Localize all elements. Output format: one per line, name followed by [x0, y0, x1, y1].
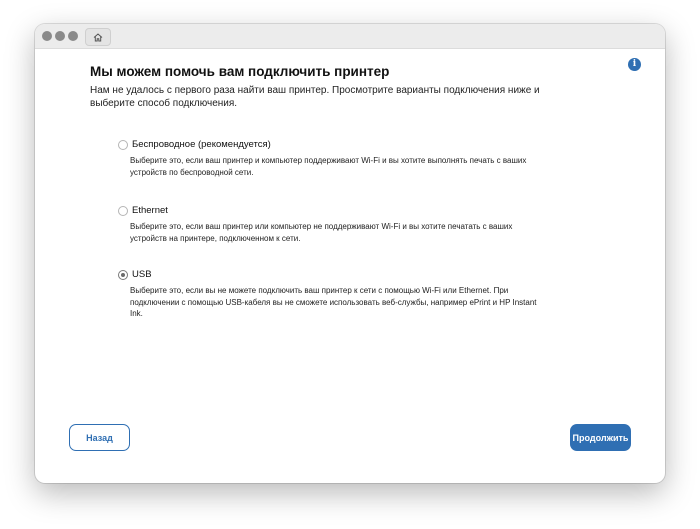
continue-button[interactable]: Продолжить	[570, 424, 631, 451]
option-usb[interactable]	[118, 269, 538, 320]
option-wireless[interactable]	[118, 139, 538, 178]
option-label: Ethernet	[132, 205, 168, 216]
radio-usb[interactable]	[118, 270, 128, 280]
back-button[interactable]: Назад	[69, 424, 130, 451]
option-description: Выберите это, если ваш принтер или компьютер не поддерживают Wi-Fi и вы хотите печатать с ваших устройств на принтере, подключенном к сети.	[130, 222, 513, 243]
option-label: USB	[132, 269, 152, 280]
close-window-button[interactable]	[42, 31, 52, 41]
option-description: Выберите это, если ваш принтер и компьютер поддерживают Wi-Fi и вы хотите выполнять печать с ваших устройств по беспроводной сети.	[130, 156, 527, 177]
home-icon	[93, 33, 103, 42]
title-bar	[35, 24, 665, 49]
page-subtitle: Нам не удалось с первого раза найти ваш принтер. Просмотрите варианты подключения ниже и выберите способ подключения.	[90, 85, 540, 109]
minimize-window-button[interactable]	[55, 31, 65, 41]
radio-wireless[interactable]	[118, 140, 128, 150]
app-window	[35, 24, 665, 483]
home-button[interactable]	[85, 28, 111, 46]
zoom-window-button[interactable]	[68, 31, 78, 41]
page-title: Мы можем помочь вам подключить принтер	[90, 64, 390, 79]
option-label: Беспроводное (рекомендуется)	[132, 139, 271, 150]
option-description: Выберите это, если вы не можете подключить ваш принтер к сети с помощью Wi-Fi или Ethernet. При подключении с помощью USB-кабеля вы не сможете использовать веб-службы, например ePrint и HP Instant Ink.	[130, 286, 537, 318]
info-icon[interactable]: i	[628, 58, 641, 71]
radio-ethernet[interactable]	[118, 206, 128, 216]
option-ethernet[interactable]	[118, 205, 538, 244]
